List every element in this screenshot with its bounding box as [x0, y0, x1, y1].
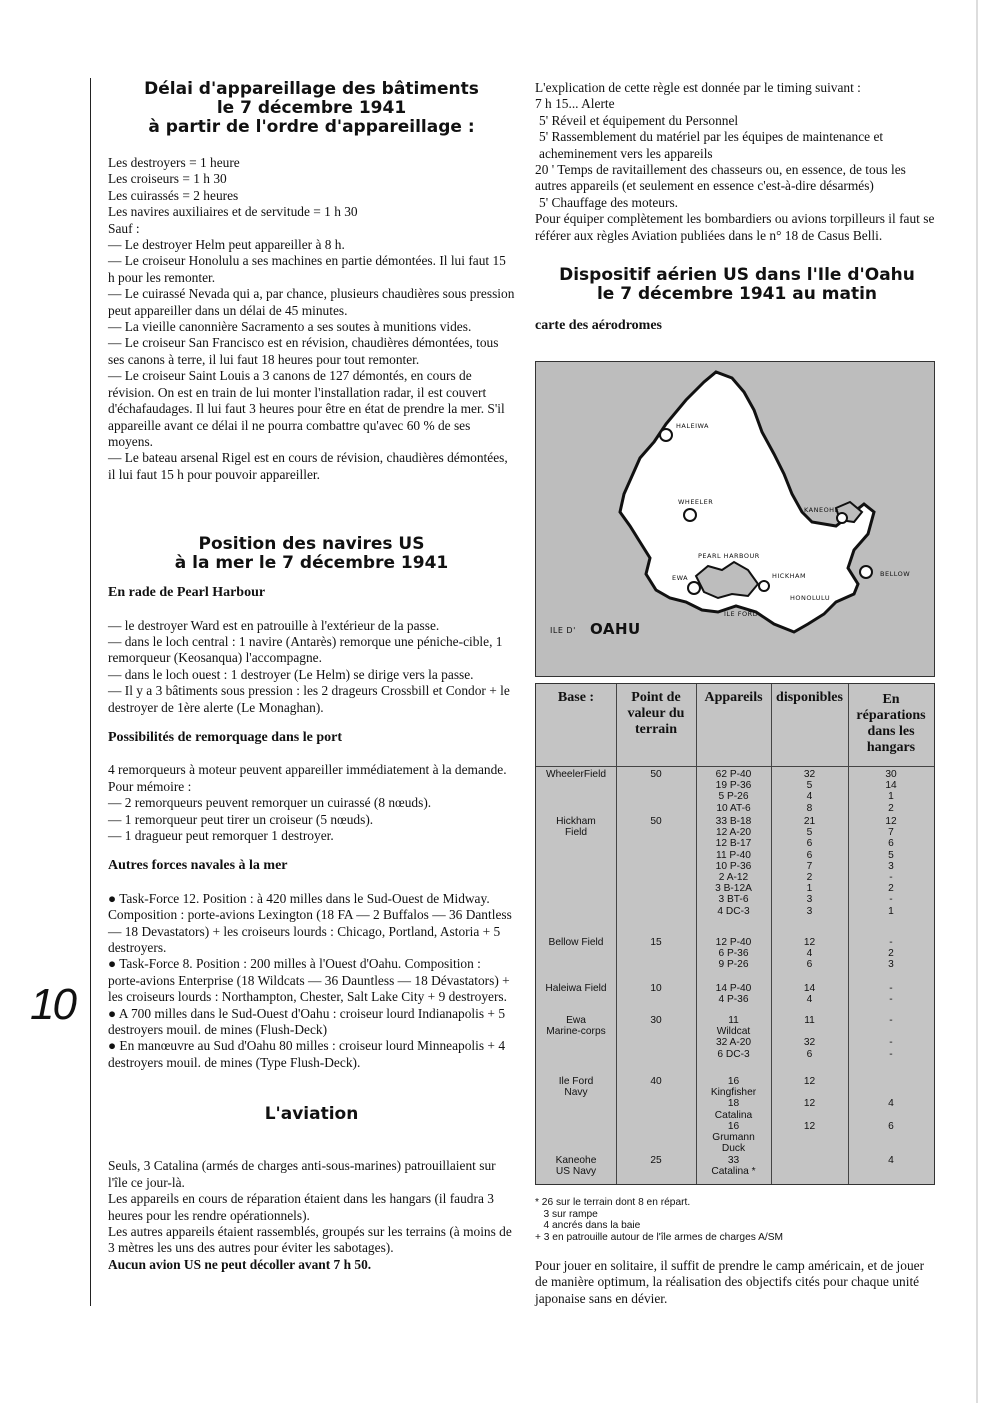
timing-item: 7 h 15... Alerte: [535, 96, 615, 112]
remorquage-item: — 1 dragueur peut remorquer 1 destroyer.: [108, 828, 334, 843]
map-label-ewa: EWA: [672, 574, 689, 582]
delai-heading-line: à partir de l'ordre d'appareillage :: [148, 117, 475, 137]
remorquage-item: — 2 remorqueurs peuvent remorquer un cuirassé (8 nœuds).: [108, 795, 432, 811]
map-label-haleiwa: HALEIWA: [676, 422, 709, 430]
table-cell-app: 62 P-40 19 P-36 5 P-26 10 AT-6: [715, 769, 752, 814]
table-cell-rep: - - -: [889, 1015, 893, 1060]
map-caption: carte des aérodromes: [535, 318, 662, 334]
autres-forces-item: ● Task-Force 8. Position : 200 milles à l'Ouest d'Oahu. Composition : porte-avions Enterprise (18 Wildcats — 36 Dauntless — 18 Dévastators) + les croiseurs lourds : Northampton, Chester, Salt Lake City + 9 destroyers.: [108, 956, 510, 1005]
table-header-disponibles: disponibles: [776, 690, 843, 705]
table-cell-app: 33 Catalina *: [711, 1155, 756, 1178]
table-cell-app: 14 P-40 4 P-36: [715, 983, 752, 1006]
timing-item: 5' Chauffage des moteurs.: [539, 194, 679, 210]
table-cell-pts: 25: [650, 1155, 662, 1166]
page-number: 10: [30, 980, 75, 1029]
table-cell-pts: 15: [650, 937, 662, 948]
table-cell-app: 16 Kingfisher 18 Catalina 16 Grumann Duck: [710, 1076, 757, 1155]
autres-forces-item: ● En manœuvre au Sud d'Oahu 80 milles : croiseur lourd Minneapolis + 4 destroyers mouil. de mines (Type Flush-Deck).: [108, 1038, 506, 1070]
table-cell-rep: 30 14 1 2: [885, 769, 897, 814]
left-margin-rule: [90, 78, 91, 1306]
map-label-wheeler: WHEELER: [678, 498, 714, 506]
dispositif-heading: [535, 266, 939, 304]
table-cell-rep: 4 6: [888, 1098, 894, 1132]
table-cell-rep: - 2 3: [888, 937, 894, 971]
delai-list: [108, 155, 515, 483]
rade-item: — Il y a 3 bâtiments sous pression : les 2 drageurs Crossbill et Condor + le destroyer de 1ère alerte (Le Monaghan).: [108, 683, 510, 715]
autres-forces-title: Autres forces navales à la mer: [108, 858, 288, 874]
map-label-oahu: OAHU: [590, 620, 641, 638]
table-cell-base: Bellow Field: [548, 937, 604, 948]
table-header-base: Base :: [557, 690, 595, 705]
table-header-appareils: Appareils: [704, 690, 763, 705]
remorquage-item: — 1 remorqueur peut tirer un croiseur (5 nœuds).: [108, 811, 374, 827]
table-cell-app: 12 P-40 6 P-36 9 P-26: [715, 937, 752, 971]
aviation-item: Les appareils en cours de réparation étaient dans les hangars (il faudra 3 heures pour les rendre opérationnels).: [108, 1191, 494, 1223]
footnote-line: + 3 en patrouille autour de l'île armes de charges A/SM: [535, 1231, 784, 1243]
timing-item: 20 ' Temps de ravitaillement des chasseurs ou, en essence, de tous les autres appareils (et seulement en essence c'est-à-dire désarmés): [535, 162, 906, 194]
table-cell-rep: 4: [888, 1155, 894, 1166]
table-cell-base: Kaneohe US Navy: [555, 1155, 597, 1178]
timing-item: 5' Rassemblement du matériel par les équipes de maintenance et acheminement vers les appareils: [539, 129, 884, 161]
right-column: [535, 80, 939, 334]
delai-item: Les destroyers = 1 heure: [108, 155, 240, 170]
table-cell-disp: 11 32 6: [803, 1015, 816, 1060]
table-cell-disp: 32 5 4 8: [803, 769, 816, 814]
delai-item: — Le croiseur San Francisco est en révision, chaudières démontées, tous ses canons à terre, il lui faut 18 heures pour tout remonter.: [108, 335, 499, 367]
remorquage-item: Pour mémoire :: [108, 778, 192, 794]
map-label-pearl-harbour: PEARL HARBOUR: [698, 552, 760, 560]
delai-item: Les navires auxiliaires et de servitude = 1 h 30: [108, 204, 358, 220]
rade-item: — dans le loch ouest : 1 destroyer (Le Helm) se dirige vers la passe.: [108, 666, 474, 682]
delai-item: — Le bateau arsenal Rigel est en cours de révision, chaudières démontées, il lui faut 15 h pour pouvoir appareiller.: [108, 450, 508, 482]
delai-item: — Le croiseur Honolulu a ses machines en partie démontées. Il lui faut 15 h pour les remonter.: [108, 253, 506, 285]
table-cell-pts: 40: [650, 1076, 662, 1087]
airfield-icon-bellow: [860, 566, 872, 578]
position-heading-line: à la mer le 7 décembre 1941: [174, 553, 449, 574]
delai-heading-line: le 7 décembre 1941: [216, 98, 407, 118]
table-cell-base: Haleiwa Field: [545, 983, 607, 994]
footnote-line: 3 sur rampe: [535, 1208, 598, 1220]
delai-item: Les croiseurs = 1 h 30: [108, 171, 227, 187]
position-heading: [108, 535, 515, 573]
airfield-table: [535, 683, 935, 1185]
table-header-reparations: En réparations dans les hangars: [856, 692, 926, 755]
table-cell-base: Hickham Field: [556, 816, 596, 839]
delai-item: Sauf :: [108, 220, 140, 236]
table-cell-app: 33 B-18 12 A-20 12 B-17 11 P-40 10 P-36 2 A-12 3 B-12A 3 BT-6 4 DC-3: [715, 816, 752, 917]
table-header-points: Point de valeur du terrain: [627, 690, 685, 737]
map-label-bellow: BELLOW: [880, 570, 911, 578]
autres-forces-item: ● A 700 milles dans le Sud-Ouest d'Oahu : croiseur lourd Indianapolis + 5 destroyers mouil. de mines (Flush-Deck): [108, 1005, 506, 1038]
aviation-heading: L'aviation: [264, 1104, 359, 1125]
rade-item: — le destroyer Ward est en patrouille à l'extérieur de la passe.: [108, 617, 440, 633]
table-cell-pts: 10: [650, 983, 662, 994]
table-cell-pts: 30: [650, 1015, 662, 1026]
table-cell-disp: 14 4: [803, 983, 816, 1006]
aviation-item: Seuls, 3 Catalina (armés de charges anti-sous-marines) patrouillaient sur l'île ce jour-là.: [108, 1158, 496, 1190]
rade-item: — dans le loch central : 1 navire (Antarès) remorque une péniche-cible, 1 remorqueur (Keosanqua) l'accompagne.: [108, 633, 503, 666]
map-label-ile-de: ILE D': [550, 626, 576, 635]
airfield-icon-hickham: [759, 581, 769, 591]
rade-title: En rade de Pearl Harbour: [108, 585, 266, 601]
delai-item: — Le croiseur Saint Louis a 3 canons de 127 démontés, en cours de révision. On est en train de lui monter l'installation radar, il est couvert d'échafaudages. Il lui faut 3 heures pour être en état de prendre la mer. S'il appareille avant ce délai il ne pourra combattre qu'avec 60 % de ses moyens.: [108, 368, 505, 449]
map-label-kaneohe: KANEOHE: [804, 506, 840, 514]
airfield-icon-kaneohe: [837, 513, 847, 523]
table-cell-base: Ile Ford Navy: [558, 1076, 594, 1099]
footnote-line: 4 ancrés dans la baie: [535, 1220, 641, 1231]
timing-item: L'explication de cette règle est donnée par le timing suivant :: [535, 80, 861, 95]
oahu-airfield-map: [535, 361, 935, 677]
delai-item: — Le destroyer Helm peut appareiller à 8 h.: [108, 237, 345, 253]
page-edge: [976, 0, 978, 1403]
position-heading-line: Position des navires US: [198, 534, 425, 555]
timing-item: 5' Réveil et équipement du Personnel: [539, 112, 739, 128]
timing-item: Pour équiper complètement les bombardiers ou avions torpilleurs il faut se référer aux règles Aviation publiées dans le n° 18 de Casus Belli.: [535, 211, 935, 243]
closing-paragraph: Pour jouer en solitaire, il suffit de prendre le camp américain, et de jouer de manière optimum, la réalisation des objectifs cités pour chaque unité japonaise sans en dévier.: [535, 1258, 925, 1306]
delai-heading: [108, 80, 515, 137]
delai-heading-line: Délai d'appareillage des bâtiments: [144, 79, 479, 99]
left-column: [108, 80, 515, 1273]
airfield-icon-haleiwa: [660, 429, 672, 441]
delai-item: — La vieille canonnière Sacramento a ses soutes à munitions vides.: [108, 319, 472, 335]
table-cell-app: 11 Wildcat 32 A-20 6 DC-3: [715, 1015, 752, 1060]
airfield-icon-ewa: [688, 582, 700, 594]
table-cell-pts: 50: [650, 816, 662, 827]
dispositif-heading-line: le 7 décembre 1941 au matin: [596, 284, 877, 305]
table-cell-rep: - -: [889, 983, 893, 1006]
aviation-item: Les autres appareils étaient rassemblés, groupés sur les terrains (à moins de 3 mètres les uns des autres pour éviter les sabotages).: [108, 1223, 512, 1256]
map-label-honolulu: HONOLULU: [790, 594, 831, 602]
map-label-ile-ford: ILE FORD: [724, 610, 759, 618]
delai-item: — Le cuirassé Nevada qui a, par chance, plusieurs chaudières sous pression peut appareiller dans un délai de 45 minutes.: [108, 286, 515, 318]
autres-forces-item: ● Task-Force 12. Position : à 420 milles dans le Sud-Ouest de Midway. Composition : porte-avions Lexington (18 FA — 2 Buffalos — 36 Dantless — 18 Devastators) + les croiseurs lourds : Chicago, Portland, Astoria + 5 destroyers.: [108, 890, 512, 956]
delai-item: Les cuirassés = 2 heures: [108, 187, 239, 203]
table-footnotes: [535, 1197, 783, 1243]
footnote-line: * 26 sur le terrain dont 8 en répart.: [535, 1197, 691, 1208]
map-label-hickham: HICKHAM: [772, 572, 807, 580]
aviation-bold-note: Aucun avion US ne peut décoller avant 7 h 50.: [108, 1256, 372, 1272]
remorquage-title: Possibilités de remorquage dans le port: [108, 729, 342, 745]
airfield-icon-wheeler: [684, 509, 696, 521]
table-cell-pts: 50: [650, 769, 662, 780]
table-cell-base: WheelerField: [545, 769, 607, 780]
table-cell-disp: 12 12 12: [803, 1076, 816, 1132]
table-cell-base: Ewa Marine-corps: [546, 1015, 606, 1038]
table-cell-disp: 12 4 6: [803, 937, 816, 971]
table-cell-rep: 12 7 6 5 3 - 2 - 1: [885, 816, 897, 917]
table-cell-disp: 21 5 6 6 7 2 1 3 3: [803, 816, 816, 917]
remorquage-item: 4 remorqueurs à moteur peuvent appareiller immédiatement à la demande.: [108, 762, 507, 778]
dispositif-heading-line: Dispositif aérien US dans l'Ile d'Oahu: [559, 265, 915, 286]
